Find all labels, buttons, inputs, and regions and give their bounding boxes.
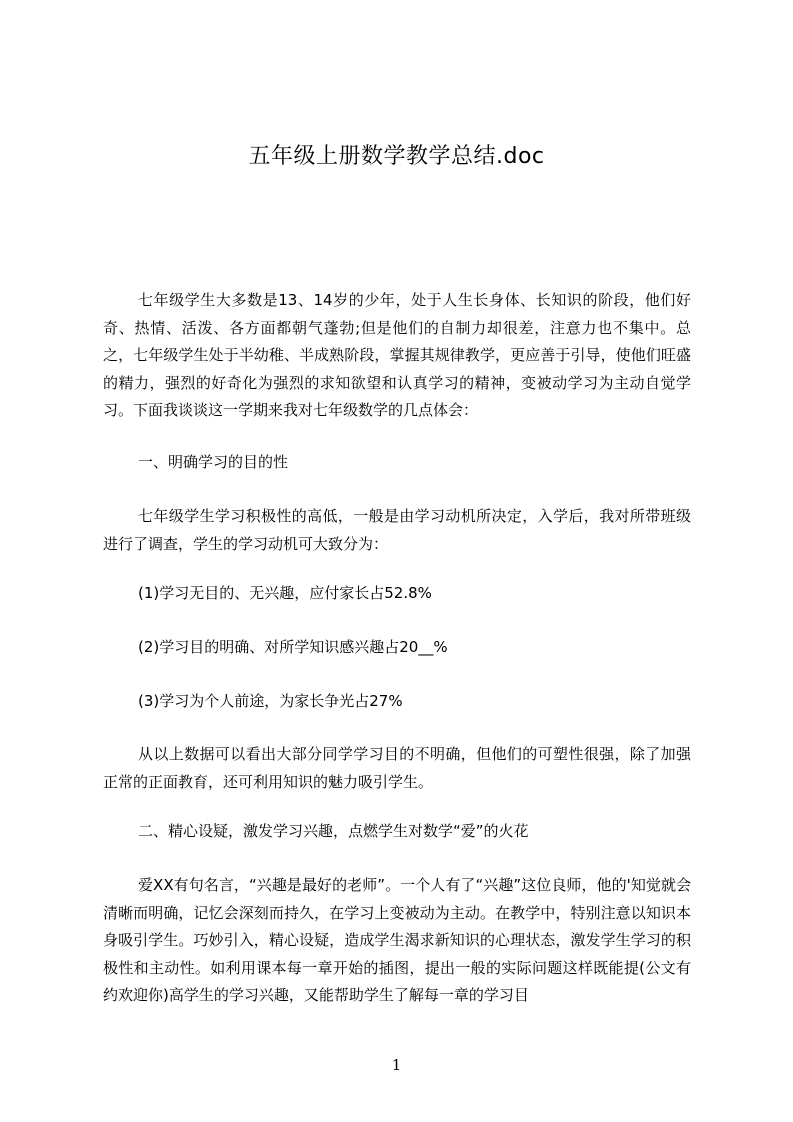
summary-paragraph: 从以上数据可以看出大部分同学学习目的不明确，但他们的可塑性很强，除了加强正常的正面教育，还可利用知识的魅力吸引学生。	[103, 745, 691, 791]
document-title: 五年级上册数学教学总结.doc	[248, 144, 545, 169]
section-2-heading: 二、精心设疑，激发学习兴趣，点燃学生对数学“爱”的火花	[138, 822, 529, 840]
section-1-paragraph: 七年级学生学习积极性的高低，一般是由学习动机所决定，入学后，我对所带班级进行了调查，学生的学习动机可大致分为：	[103, 507, 691, 553]
list-item-2: (2)学习目的明确、对所学知识感兴趣占20__%	[138, 638, 448, 656]
list-item-3: (3)学习为个人前途，为家长争光占27%	[138, 692, 403, 710]
intro-paragraph: 七年级学生大多数是13、14岁的少年，处于人生长身体、长知识的阶段，他们好奇、热情、活泼、各方面都朝气蓬勃;但是他们的自制力却很差，注意力也不集中。总之，七年级学生处于半幼稚、半成熟阶段，掌握其规律教学，更应善于引导，使他们旺盛的精力，强烈的好奇化为强烈的求知欲望和认真学习的精神，变被动学习为主动自觉学习。下面我谈谈这一学期来我对七年级数学的几点体会：	[103, 291, 691, 419]
section-2-paragraph: 爱XX有句名言，“兴趣是最好的老师”。一个人有了“兴趣”这位良师，他的'知觉就会清晰而明确，记忆会深刻而持久，在学习上变被动为主动。在教学中，特别注意以知识本身吸引学生。巧妙引入，精心设疑，造成学生渴求新知识的心理状态，激发学生学习的积极性和主动性。如利用课本每一章开始的插图，提出一般的实际问题这样既能提(公文有约欢迎你)高学生的学习兴趣，又能帮助学生了解每一章的学习目	[103, 876, 691, 1004]
section-1-heading: 一、明确学习的目的性	[138, 453, 289, 471]
page-number: 1	[391, 1056, 402, 1074]
list-item-1: (1)学习无目的、无兴趣，应付家长占52.8%	[138, 584, 432, 602]
